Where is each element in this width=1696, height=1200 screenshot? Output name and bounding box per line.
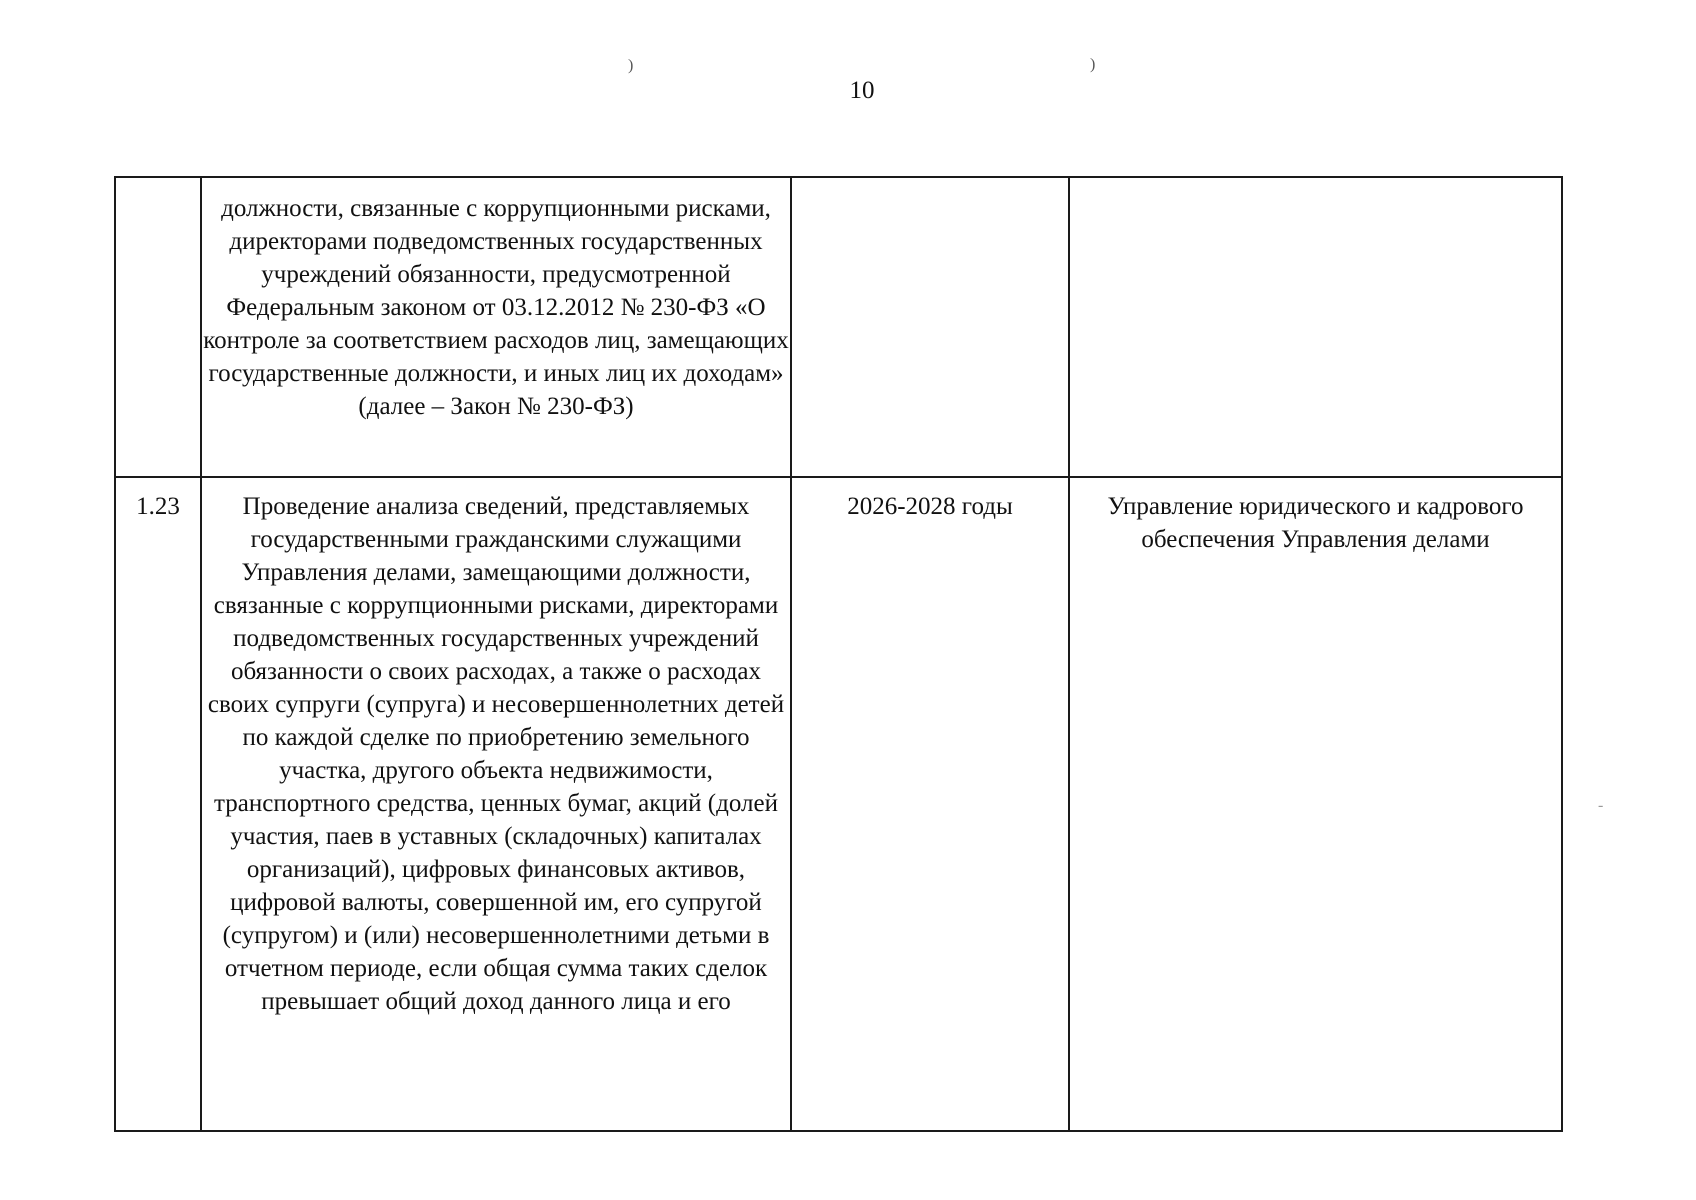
scan-artifact-mark: ) bbox=[628, 57, 634, 74]
item-number-cell bbox=[115, 477, 201, 1131]
item-period-cell bbox=[791, 177, 1069, 477]
item-executor-cell bbox=[1069, 177, 1562, 477]
item-number-cell bbox=[115, 177, 201, 477]
item-period: 2026-2028 годы bbox=[847, 493, 1013, 520]
item-description: Проведение анализа сведений, представляемых государственными гражданскими служащими Управления делами, замещающими должности, связанные с коррупционными рисками, директорами подведомственных государственных учреждений обязанности о своих расходах, а также о расходах своих супруги (супруга) и несовершеннолетних детей по каждой сделке по приобретению земельного участка, другого объекта недвижимости, транспортного средства, ценных бумаг, акций (долей участия, паев в уставных (складочных) капиталах организаций), цифровых финансовых активов, цифровой валюты, совершенной им, его супругой (супругом) и (или) несовершеннолетними детьми в отчетном периоде, если общая сумма таких сделок превышает общий доход данного лица и его bbox=[207, 493, 785, 1015]
item-number: 1.23 bbox=[136, 493, 180, 520]
item-description-cell bbox=[201, 477, 791, 1131]
table-row bbox=[115, 177, 1562, 477]
measures-table bbox=[114, 176, 1563, 1132]
scan-artifact-mark: ) bbox=[1090, 56, 1096, 73]
table-row bbox=[115, 477, 1562, 1131]
item-description-cell bbox=[201, 177, 791, 477]
item-executor-cell bbox=[1069, 477, 1562, 1131]
page-number: 10 bbox=[849, 77, 875, 104]
scan-artifact-mark: - bbox=[1598, 797, 1604, 814]
item-description: должности, связанные с коррупционными рисками, директорами подведомственных государственных учреждений обязанности, предусмотренной Федеральным законом от 03.12.2012 № 230-ФЗ «О контроле за соответствием расходов лиц, замещающих государственные должности, и иных лиц их доходам» (далее – Закон № 230-ФЗ) bbox=[203, 195, 789, 420]
item-executor: Управление юридического и кадрового обеспечения Управления делами bbox=[1107, 493, 1524, 553]
item-period-cell bbox=[791, 477, 1069, 1131]
